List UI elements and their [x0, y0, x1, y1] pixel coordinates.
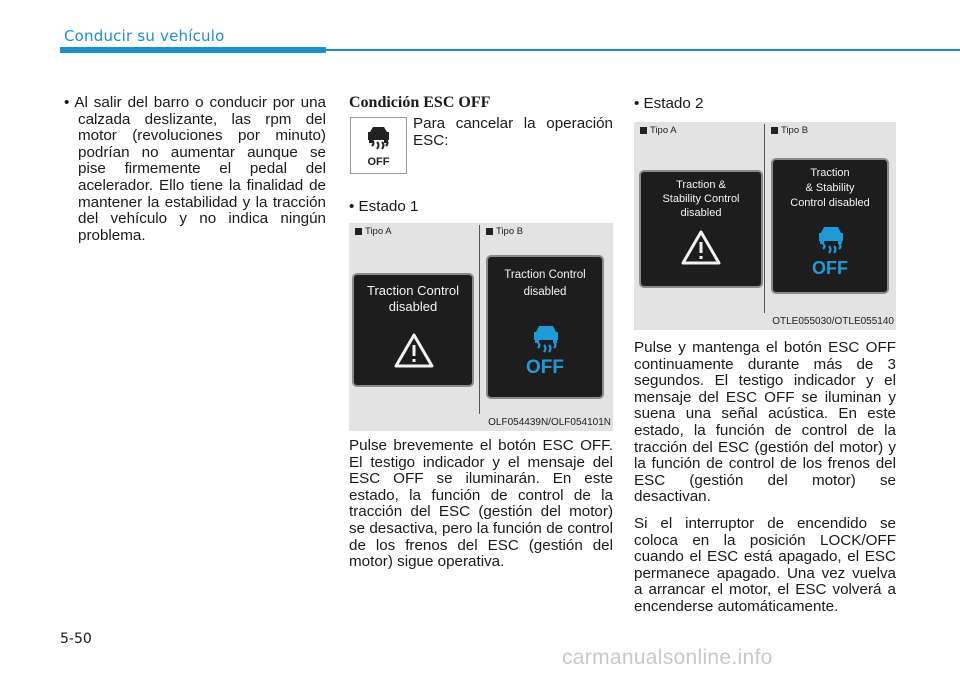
figure-1-label-b	[486, 226, 523, 237]
header-rule-thick	[60, 47, 326, 53]
square-bullet-icon	[640, 127, 647, 134]
display-a-line-1: Traction Control	[367, 283, 459, 298]
skid-car-icon	[351, 118, 406, 173]
display-b-off-text: OFF	[812, 258, 848, 278]
esc-off-intro: Para cancelar la operación ESC:	[413, 115, 613, 149]
display-a-line-1: Traction &	[676, 179, 726, 191]
display-a-message	[641, 178, 761, 220]
square-bullet-icon	[486, 228, 493, 235]
watermark: carmanualsonline.info	[562, 646, 773, 669]
estado-1-label: • Estado 1	[349, 198, 419, 215]
display-a-line-3: disabled	[680, 207, 722, 219]
warning-triangle-icon	[681, 230, 721, 266]
column-2-paragraph: Pulse brevemente el botón ESC OFF. El testigo indicador y el mensaje del ESC OFF se iluminarán. En este estado, la función de control de la tracción del ESC (gestión del motor) se desactiva, pero la función de control de los frenos del ESC (gestión del motor) sigue operativa.	[349, 437, 613, 571]
figure-1-label-a-text: Tipo A	[365, 226, 392, 237]
page-number: 5-50	[60, 631, 92, 647]
display-b-off-text: OFF	[526, 357, 564, 378]
section-title: Conducir su vehículo	[64, 27, 225, 45]
figure-1-label-a	[355, 226, 392, 237]
bullet-mud-paragraph: • Al salir del barro o conducir por una calzada deslizante, las rpm del motor (revoluciones por minuto) podrían no aumentar aunque se pise firmemente el pedal del acelerador. Ello tiene la finalidad de mantener la estabilidad y la tracción del vehículo y no indica ningún problema.	[64, 94, 326, 244]
figure-2-caption: OTLE055030/OTLE055140	[772, 316, 894, 327]
figure-2-label-b	[771, 125, 808, 136]
esc-off-heading: Condición ESC OFF	[349, 94, 491, 111]
display-tipo-b	[771, 158, 889, 294]
square-bullet-icon	[355, 228, 362, 235]
figure-2-label-a-text: Tipo A	[650, 125, 677, 136]
skid-car-icon	[526, 321, 566, 355]
figure-1-caption: OLF054439N/OLF054101N	[488, 417, 611, 428]
column-1	[64, 95, 326, 244]
column-3-paragraph-2: Si el interruptor de encendido se coloca en la posición LOCK/OFF cuando el ESC está apagado, el ESC permanece apagado. Una vez vuelva a arrancar el motor, el ESC volverá a encenderse automáticamente.	[634, 514, 896, 615]
square-bullet-icon	[771, 127, 778, 134]
column-3-paragraph-1: Pulse y mantenga el botón ESC OFF continuamente durante más de 3 segundos. El testigo indicador y el mensaje del ESC OFF se iluminan y suena una señal acústica. En este estado, la función de control de la tracción del ESC (gestión del motor) y la función de control de los frenos del ESC (gestión del motor) se desactivan.	[634, 339, 896, 506]
skid-car-icon	[811, 222, 851, 256]
figure-estado-1	[349, 223, 613, 431]
display-b-message	[488, 267, 602, 301]
display-tipo-a	[639, 170, 763, 288]
display-b-line-3: Control disabled	[790, 197, 870, 209]
figure-2-label-b-text: Tipo B	[781, 125, 809, 136]
figure-2-divider	[764, 124, 765, 313]
display-a-line-2: Stability Control	[662, 193, 740, 205]
column-3-text	[634, 340, 896, 626]
display-b-line-1: Traction	[810, 167, 850, 179]
display-tipo-b	[486, 255, 604, 399]
display-b-line-2: & Stability	[805, 182, 855, 194]
display-b-line-1: Traction Control	[504, 269, 586, 281]
display-a-line-2: disabled	[388, 299, 438, 314]
estado-2-label: • Estado 2	[634, 95, 704, 112]
figure-2-label-a	[640, 125, 677, 136]
figure-1-divider	[479, 225, 480, 414]
figure-estado-2	[634, 122, 896, 330]
display-b-line-2: disabled	[523, 286, 567, 298]
display-b-message	[773, 166, 887, 211]
figure-1-label-b-text: Tipo B	[496, 226, 524, 237]
header-rule-thin	[326, 49, 960, 51]
display-tipo-a	[352, 273, 474, 387]
esc-icon-off-text: OFF	[367, 156, 390, 168]
esc-off-icon	[350, 117, 407, 174]
display-a-message	[354, 283, 472, 315]
warning-triangle-icon	[394, 333, 434, 369]
